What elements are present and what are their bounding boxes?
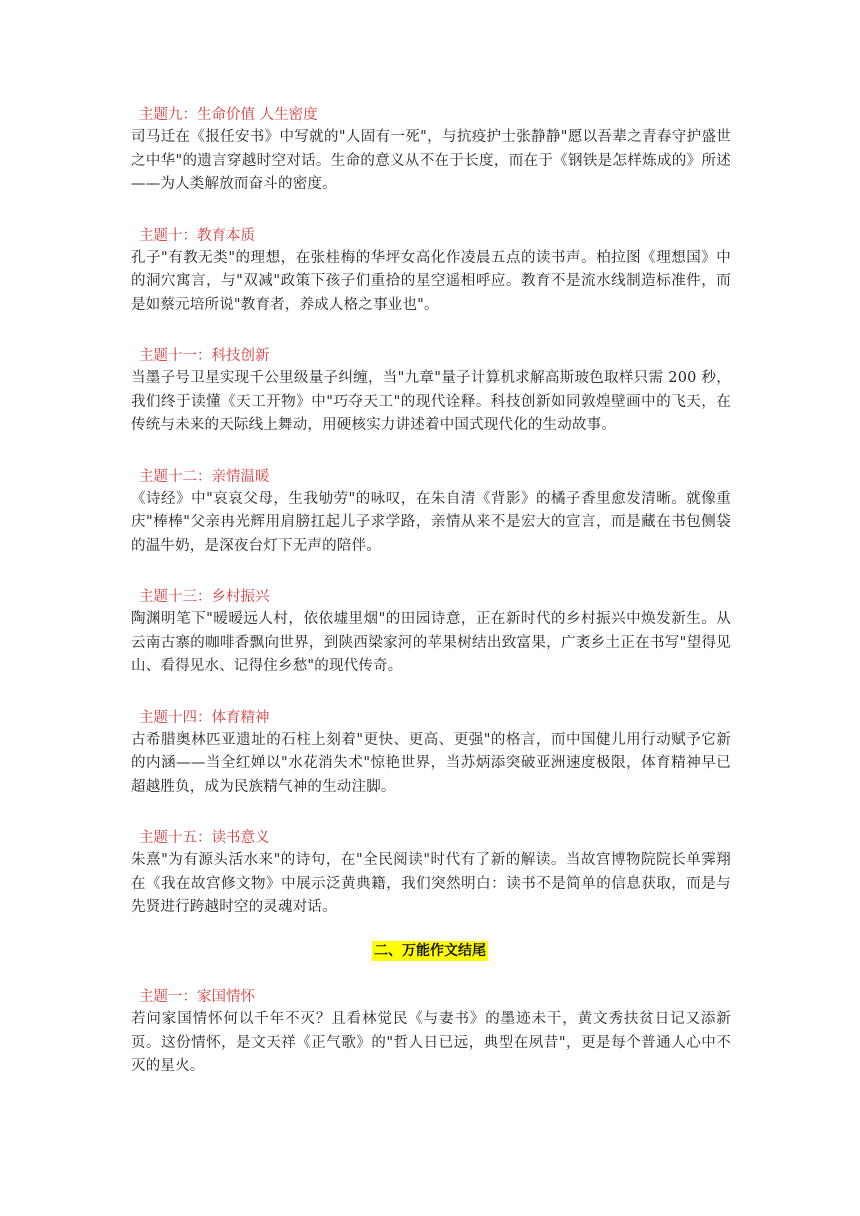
section-theme-10 bbox=[131, 225, 731, 318]
part2-heading: 二、万能作文结尾 bbox=[374, 943, 486, 959]
section-title: 主题一：家国情怀 bbox=[139, 989, 255, 1005]
section-theme-15 bbox=[131, 827, 731, 920]
section-title: 主题十一：科技创新 bbox=[139, 348, 270, 364]
part1-sections bbox=[131, 104, 731, 948]
section-title: 主题十二：亲情温暖 bbox=[139, 468, 270, 485]
part2-sections bbox=[131, 986, 731, 1107]
section-ending-theme-1 bbox=[131, 986, 731, 1079]
section-theme-11 bbox=[131, 345, 731, 438]
part2-heading-wrap bbox=[0, 940, 860, 961]
section-theme-13 bbox=[131, 586, 731, 679]
section-body: 司马迁在《报任安书》中写就的"人固有一死"，与抗疫护士张静静"愿以吾辈之青春守护盛世之中华"的遗言穿越时空对话。生命的意义从不在于长度，而在于《钢铁是怎样炼成的》所述——为人类解放而奋斗的密度。 bbox=[131, 129, 731, 192]
section-title: 主题十五：读书意义 bbox=[139, 830, 270, 846]
section-body: 孔子"有教无类"的理想，在张桂梅的华坪女高化作凌晨五点的读书声。柏拉图《理想国》中的洞穴寓言，与"双减"政策下孩子们重拾的星空遥相呼应。教育不是流水线制造标准件，而是如蔡元培所说"教育者，养成人格之事业也"。 bbox=[131, 249, 731, 313]
section-title: 主题十三：乡村振兴 bbox=[139, 589, 270, 605]
section-title: 主题九：生命价值 人生密度 bbox=[139, 107, 318, 123]
section-body: 古希腊奥林匹亚遗址的石柱上刻着"更快、更高、更强"的格言，而中国健儿用行动赋予它新的内涵——当全红婵以"水花消失术"惊艳世界，当苏炳添突破亚洲速度极限，体育精神早已超越胜负，成为民族精气神的生动注脚。 bbox=[131, 731, 731, 795]
section-body: 若问家国情怀何以千年不灭？且看林觉民《与妻书》的墨迹未干，黄文秀扶贫日记又添新页。这份情怀，是文天祥《正气歌》的"哲人日已远，典型在夙昔"，更是每个普通人心中不灭的星火。 bbox=[131, 1011, 731, 1074]
section-title: 主题十四：体育精神 bbox=[139, 709, 270, 726]
section-theme-14 bbox=[131, 707, 731, 800]
section-body: 当墨子号卫星实现千公里级量子纠缠，当"九章"量子计算机求解高斯玻色取样只需 200 秒，我们终于读懂《天工开物》中"巧夺天工"的现代诠释。科技创新如同敦煌壁画中的飞天，在传统与未来的天际线上舞动，用硬核实力讲述着中国式现代化的生动故事。 bbox=[131, 370, 731, 433]
section-body: 陶渊明笔下"暧暧远人村，依依墟里烟"的田园诗意，正在新时代的乡村振兴中焕发新生。从云南古寨的咖啡香飘向世界，到陕西梁家河的苹果树结出致富果，广袤乡土正在书写"望得见山、看得见水、记得住乡愁"的现代传奇。 bbox=[131, 611, 731, 674]
section-title: 主题十：教育本质 bbox=[139, 227, 255, 244]
section-theme-9 bbox=[131, 104, 731, 197]
section-body: 《诗经》中"哀哀父母，生我劬劳"的咏叹，在朱自清《背影》的橘子香里愈发清晰。就像重庆"棒棒"父亲冉光辉用肩膀扛起儿子求学路，亲情从来不是宏大的宣言，而是藏在书包侧袋的温牛奶，是深夜台灯下无声的陪伴。 bbox=[131, 490, 731, 554]
section-body: 朱熹"为有源头活水来"的诗句，在"全民阅读"时代有了新的解读。当故宫博物院院长单霁翔在《我在故宫修文物》中展示泛黄典籍，我们突然明白：读书不是简单的信息获取，而是与先贤进行跨越时空的灵魂对话。 bbox=[131, 852, 731, 915]
section-theme-12 bbox=[131, 466, 731, 559]
